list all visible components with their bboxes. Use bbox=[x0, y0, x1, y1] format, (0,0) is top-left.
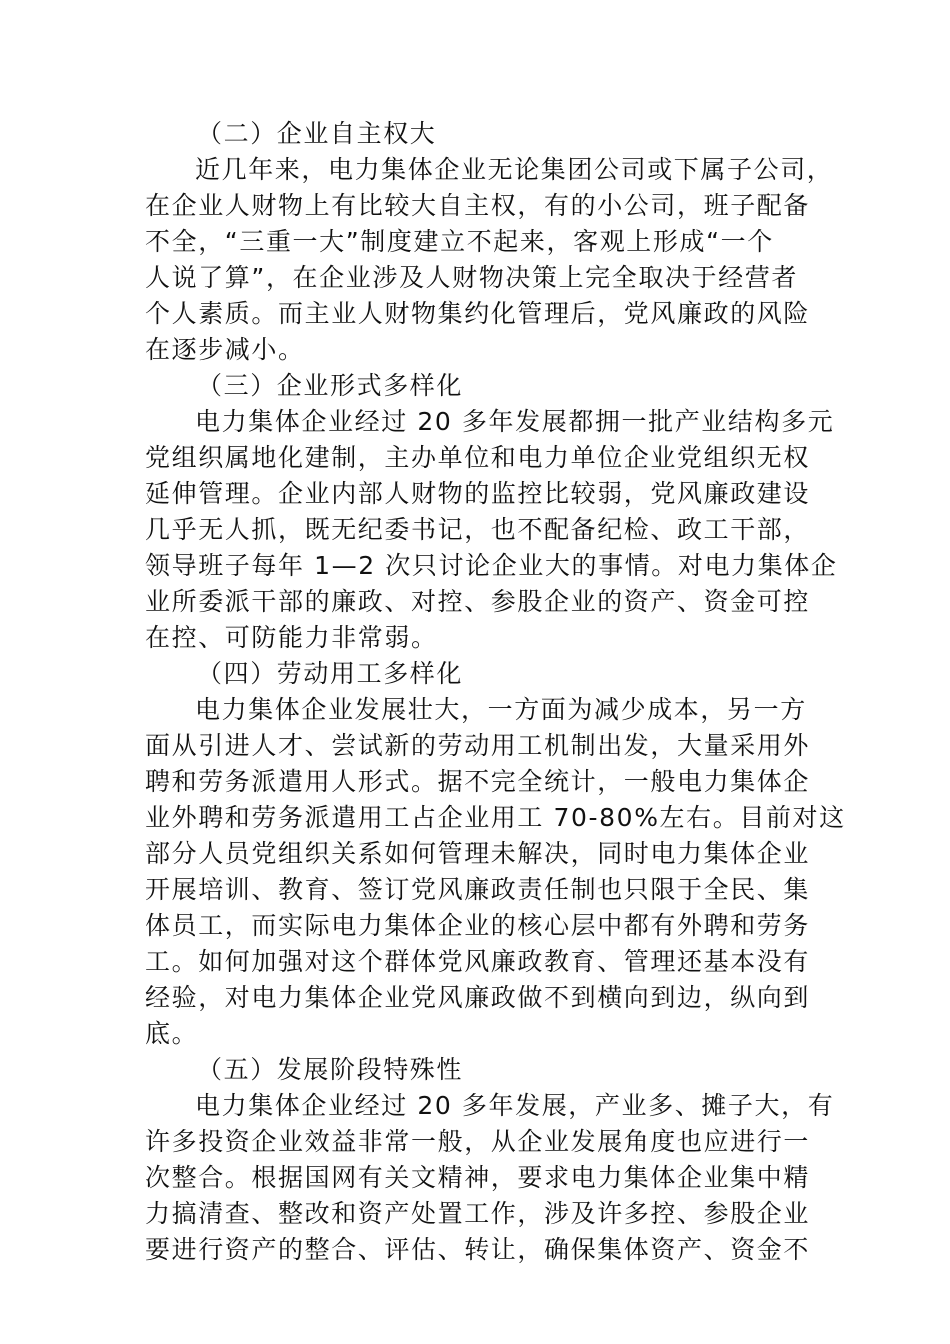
paragraph-line: 个人素质。而主业人财物集约化管理后，党风廉政的风险 bbox=[145, 299, 811, 328]
section-heading: （三）企业形式多样化 bbox=[197, 371, 464, 400]
paragraph-line: 经验，对电力集体企业党风廉政做不到横向到边，纵向到 bbox=[145, 983, 811, 1012]
paragraph-line: 人说了算”，在企业涉及人财物决策上完全取决于经营者 bbox=[145, 263, 798, 292]
paragraph-line: 领导班子每年 1—2 次只讨论企业大的事情。对电力集体企 bbox=[145, 551, 838, 580]
paragraph-line: 体员工，而实际电力集体企业的核心层中都有外聘和劳务 bbox=[145, 911, 811, 940]
paragraph-line: 面从引进人才、尝试新的劳动用工机制出发，大量采用外 bbox=[145, 731, 811, 760]
paragraph-line: 在企业人财物上有比较大自主权，有的小公司，班子配备 bbox=[145, 191, 811, 220]
paragraph-line: 聘和劳务派遣用人形式。据不完全统计，一般电力集体企 bbox=[145, 767, 811, 796]
section-5 bbox=[145, 1052, 835, 1268]
paragraph-line: 工。如何加强对这个群体党风廉政教育、管理还基本没有 bbox=[145, 947, 811, 976]
section-heading: （五）发展阶段特殊性 bbox=[197, 1055, 464, 1084]
paragraph-line: 党组织属地化建制，主办单位和电力单位企业党组织无权 bbox=[145, 443, 811, 472]
paragraph-line: 许多投资企业效益非常一般，从企业发展角度也应进行一 bbox=[145, 1127, 811, 1156]
paragraph-line: 业所委派干部的廉政、对控、参股企业的资产、资金可控 bbox=[145, 587, 811, 616]
paragraph-line: 近几年来，电力集体企业无论集团公司或下属子公司， bbox=[195, 155, 834, 184]
paragraph-line: 开展培训、教育、签订党风廉政责任制也只限于全民、集 bbox=[145, 875, 811, 904]
paragraph-line: 次整合。根据国网有关文精神，要求电力集体企业集中精 bbox=[145, 1163, 811, 1192]
paragraph-line: 电力集体企业经过 20 多年发展都拥一批产业结构多元 bbox=[195, 407, 835, 436]
paragraph-line: 不全，“三重一大”制度建立不起来，客观上形成“一个 bbox=[145, 227, 774, 256]
section-heading: （二）企业自主权大 bbox=[197, 119, 437, 148]
paragraph-line: 要进行资产的整合、评估、转让，确保集体资产、资金不 bbox=[145, 1235, 811, 1264]
document-body bbox=[145, 116, 846, 1268]
paragraph-line: 电力集体企业经过 20 多年发展，产业多、摊子大，有 bbox=[195, 1091, 835, 1120]
section-4 bbox=[145, 656, 846, 1052]
paragraph-line: 业外聘和劳务派遣用工占企业用工 70-80%左右。目前对这 bbox=[145, 803, 846, 832]
paragraph-line: 延伸管理。企业内部人财物的监控比较弱，党风廉政建设 bbox=[145, 479, 811, 508]
section-heading: （四）劳动用工多样化 bbox=[197, 659, 464, 688]
paragraph-line: 在逐步减小。 bbox=[145, 335, 305, 364]
section-3 bbox=[145, 368, 838, 656]
paragraph-line: 几乎无人抓，既无纪委书记，也不配备纪检、政工干部， bbox=[145, 515, 811, 544]
section-2 bbox=[145, 116, 834, 368]
paragraph-line: 在控、可防能力非常弱。 bbox=[145, 623, 438, 652]
paragraph-line: 力搞清查、整改和资产处置工作，涉及许多控、参股企业 bbox=[145, 1199, 811, 1228]
paragraph-line: 底。 bbox=[145, 1019, 199, 1048]
paragraph-line: 部分人员党组织关系如何管理未解决，同时电力集体企业 bbox=[145, 839, 811, 868]
paragraph-line: 电力集体企业发展壮大，一方面为减少成本，另一方 bbox=[195, 695, 807, 724]
